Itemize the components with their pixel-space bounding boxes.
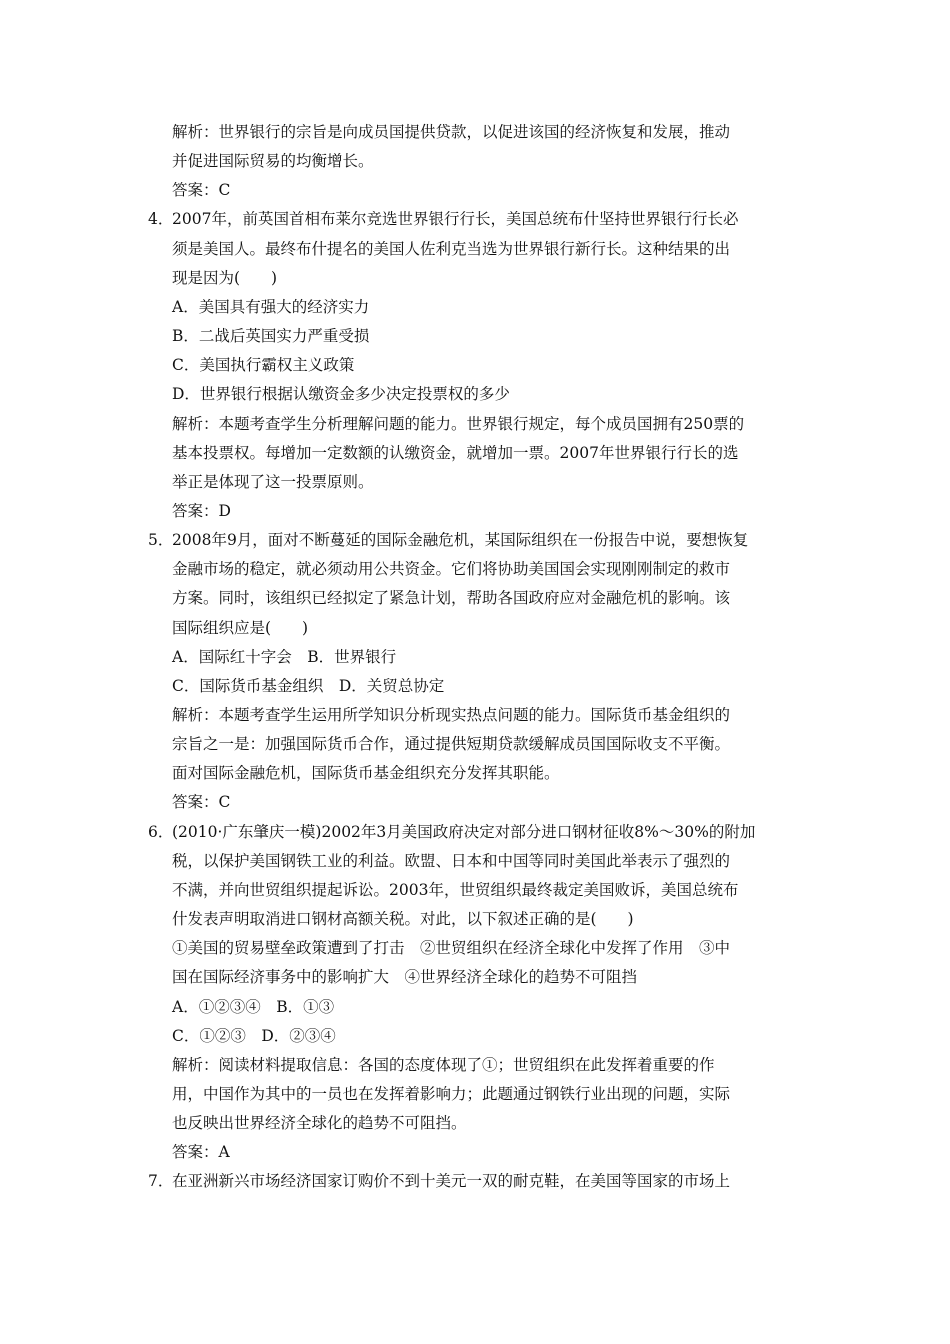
text-line: 基本投票权。每增加一定数额的认缴资金，就增加一票。2007年世界银行行长的选 <box>172 443 739 462</box>
text-line: 宗旨之一是：加强国际货币合作，通过提供短期贷款缓解成员国国际收支不平衡。 <box>172 735 731 754</box>
question-number: 6． <box>148 822 174 841</box>
text-line: C．国际货币基金组织 D．关贸总协定 <box>172 676 445 695</box>
text-line: D．世界银行根据认缴资金多少决定投票权的多少 <box>172 385 510 404</box>
text-line: 用，中国作为其中的一员也在发挥着影响力；此题通过钢铁行业出现的问题，实际 <box>172 1084 731 1103</box>
question-number: 4． <box>148 210 174 229</box>
text-line: 答案：A <box>172 1143 230 1162</box>
question-text-line: 须是美国人。最终布什提名的美国人佐利克当选为世界银行新行长。这种结果的出 <box>172 239 731 258</box>
question-text-line: 在亚洲新兴市场经济国家订购价不到十美元一双的耐克鞋，在美国等国家的市场上 <box>172 1172 731 1191</box>
text-line: 面对国际金融危机，国际货币基金组织充分发挥其职能。 <box>172 764 560 783</box>
text-line: B．二战后英国实力严重受损 <box>172 327 370 346</box>
text-line: ①美国的贸易壁垒政策遭到了打击 ②世贸组织在经济全球化中发挥了作用 ③中 <box>172 939 731 958</box>
text-line: 答案：C <box>172 793 231 812</box>
question-text-line: 不满，并向世贸组织提起诉讼。2003年，世贸组织最终裁定美国败诉，美国总统布 <box>172 880 739 899</box>
question-text-line: 现是因为( ) <box>172 268 278 287</box>
text-line: 解析：阅读材料提取信息：各国的态度体现了①；世贸组织在此发挥着重要的作 <box>172 1055 715 1074</box>
text-line: 并促进国际贸易的均衡增长。 <box>172 152 374 171</box>
question-number: 5． <box>148 531 174 550</box>
text-line: C．美国执行霸权主义政策 <box>172 356 355 375</box>
text-line: 举正是体现了这一投票原则。 <box>172 472 374 491</box>
question-text-line: 2008年9月，面对不断蔓延的国际金融危机，某国际组织在一份报告中说，要想恢复 <box>172 531 749 550</box>
text-line: 国在国际经济事务中的影响扩大 ④世界经济全球化的趋势不可阻挡 <box>172 968 638 987</box>
text-line: 答案：C <box>172 181 231 200</box>
question-number: 7． <box>148 1172 174 1191</box>
question-text-line: 什发表声明取消进口钢材高额关税。对此，以下叙述正确的是( ) <box>172 910 634 929</box>
text-line: 解析：本题考查学生运用所学知识分析现实热点问题的能力。国际货币基金组织的 <box>172 706 731 724</box>
question-text-line: (2010·广东肇庆一模)2002年3月美国政府决定对部分进口钢材征收8%～30%的附加 <box>172 822 756 841</box>
text-line: 答案：D <box>172 501 231 520</box>
question-text-line: 国际组织应是( ) <box>172 618 309 637</box>
text-line: C．①②③ D．②③④ <box>172 1026 336 1045</box>
text-line: 也反映出世界经济全球化的趋势不可阻挡。 <box>172 1114 467 1133</box>
question-text-line: 方案。同时，该组织已经拟定了紧急计划，帮助各国政府应对金融危机的影响。该 <box>172 589 731 608</box>
question-text-line: 2007年，前英国首相布莱尔竞选世界银行行长，美国总统布什坚持世界银行行长必 <box>172 210 739 229</box>
question-text-line: 税，以保护美国钢铁工业的利益。欧盟、日本和中国等同时美国此举表示了强烈的 <box>172 851 731 870</box>
text-line: 解析：世界银行的宗旨是向成员国提供贷款，以促进该国的经济恢复和发展，推动 <box>172 123 731 141</box>
text-line: A．美国具有强大的经济实力 <box>172 297 370 316</box>
text-line: A．①②③④ B．①③ <box>172 997 335 1016</box>
question-text-line: 金融市场的稳定，就必须动用公共资金。它们将协助美国国会实现刚刚制定的救市 <box>172 560 731 579</box>
text-line: A．国际红十字会 B．世界银行 <box>172 647 397 666</box>
text-line: 解析：本题考查学生分析理解问题的能力。世界银行规定，每个成员国拥有250票的 <box>172 414 745 433</box>
